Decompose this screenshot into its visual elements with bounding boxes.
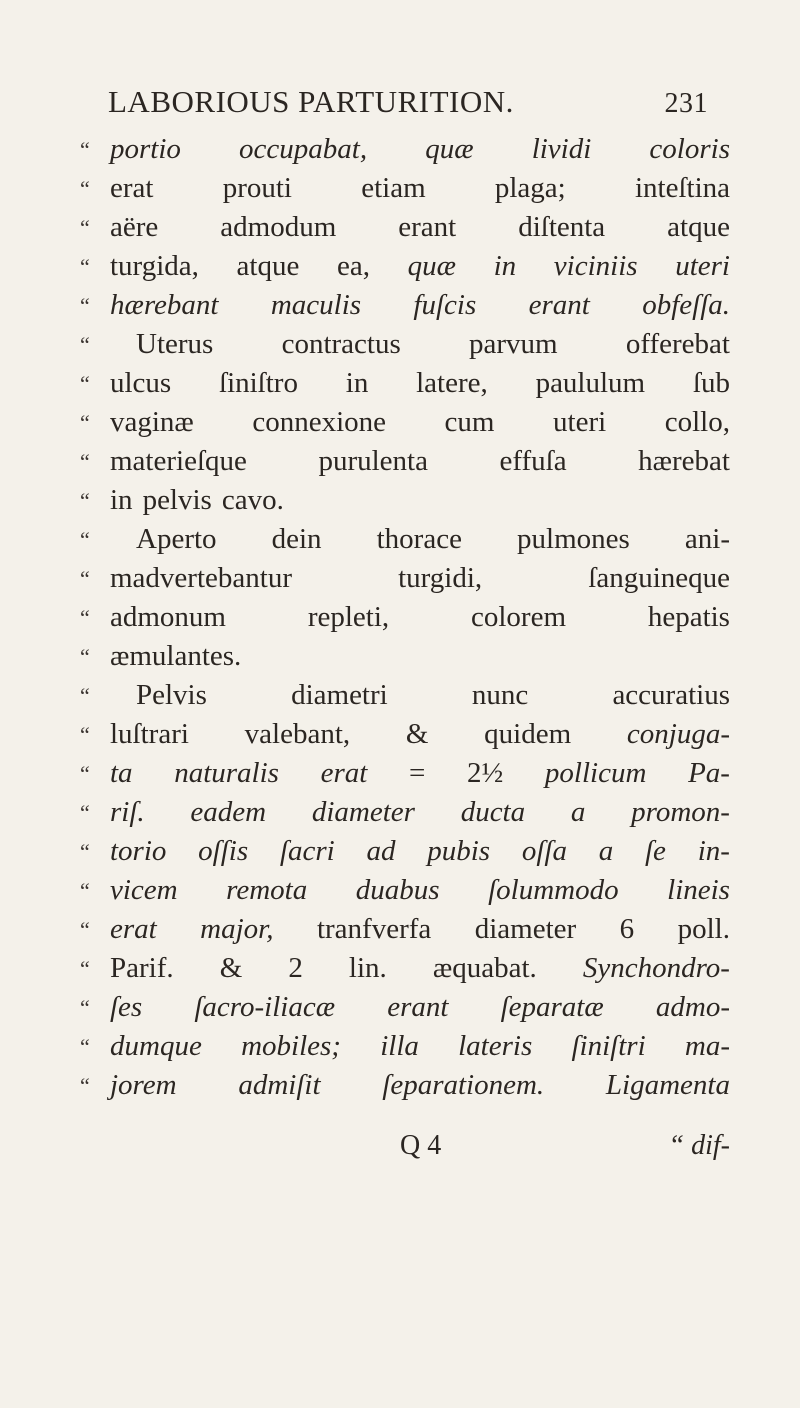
quote-mark: “: [80, 137, 90, 162]
text-line: [80, 1066, 730, 1105]
line-text: riſ. eadem diameter ducta a promon-: [110, 796, 730, 828]
text-line: [80, 559, 730, 598]
page-number: 231: [664, 88, 708, 119]
text-line: [80, 325, 730, 364]
quote-mark: “: [80, 839, 90, 864]
line-text: Pelvis diametri nunc accuratius: [136, 679, 730, 711]
line-text: ulcus ſiniſtro in latere, paululum ſub: [110, 367, 730, 399]
line-text: dumque mobiles; illa lateris ſiniſtri ma-: [110, 1030, 730, 1062]
line-text: Uterus contractus parvum offerebat: [136, 328, 730, 360]
quote-mark: “: [80, 527, 90, 552]
text-line: [80, 832, 730, 871]
line-text: torio oſſis ſacri ad pubis oſſa a ſe in-: [110, 835, 730, 867]
text-line: [80, 130, 730, 169]
line-text: hærebant maculis fuſcis erant obfeſſa.: [110, 289, 730, 321]
line-text: in pelvis cavo.: [110, 484, 284, 516]
text-line: [80, 247, 730, 286]
text-line: [80, 871, 730, 910]
running-header: [108, 84, 708, 120]
quote-mark: “: [80, 332, 90, 357]
quote-mark: “: [80, 371, 90, 396]
quote-mark: “: [80, 644, 90, 669]
line-text: luſtrari valebant, & quidem conjuga-: [110, 718, 730, 750]
quote-mark: “: [80, 683, 90, 708]
quote-mark: “: [80, 1073, 90, 1098]
text-line: [80, 949, 730, 988]
quote-mark: “: [80, 488, 90, 513]
text-line: [80, 988, 730, 1027]
quote-mark: “: [80, 878, 90, 903]
quote-mark: “: [80, 176, 90, 201]
text-line: [80, 364, 730, 403]
quote-mark: “: [80, 761, 90, 786]
text-line: [80, 403, 730, 442]
quote-mark: “: [80, 449, 90, 474]
line-text: Aperto dein thorace pulmones ani-: [136, 523, 730, 555]
quote-mark: “: [80, 293, 90, 318]
text-line: [80, 169, 730, 208]
text-line: [80, 715, 730, 754]
quote-mark: “: [80, 254, 90, 279]
text-line: [80, 520, 730, 559]
quote-mark: “: [80, 605, 90, 630]
line-text: erat major, tranfverfa diameter 6 poll.: [110, 913, 730, 945]
catchword: “ dif-: [668, 1130, 730, 1161]
line-text: vaginæ connexione cum uteri collo,: [110, 406, 730, 438]
text-line: [80, 793, 730, 832]
signature-mark: Q 4: [400, 1130, 442, 1161]
line-text: aëre admodum erant diſtenta atque: [110, 211, 730, 243]
quote-mark: “: [80, 995, 90, 1020]
quote-mark: “: [80, 956, 90, 981]
line-text: ta naturalis erat = 2½ pollicum Pa-: [110, 757, 730, 789]
text-line: [80, 208, 730, 247]
text-line: [80, 910, 730, 949]
quote-mark: “: [80, 917, 90, 942]
text-line: [80, 598, 730, 637]
line-text: madvertebantur turgidi, ſanguineque: [110, 562, 730, 594]
line-text: turgida, atque ea, quæ in viciniis uteri: [110, 250, 730, 282]
text-line: [80, 1027, 730, 1066]
quote-mark: “: [80, 566, 90, 591]
quote-mark: “: [80, 722, 90, 747]
line-text: ſes ſacro-iliacæ erant ſeparatæ admo-: [110, 991, 730, 1023]
text-line: [80, 442, 730, 481]
body-text: [80, 130, 730, 1105]
text-line: [80, 754, 730, 793]
text-line: [80, 676, 730, 715]
line-text: portio occupabat, quæ lividi coloris: [110, 133, 730, 165]
quote-mark: “: [80, 215, 90, 240]
page-footer: [400, 1130, 730, 1162]
text-line: [80, 637, 730, 676]
line-text: erat prouti etiam plaga; inteſtina: [110, 172, 730, 204]
quote-mark: “: [80, 800, 90, 825]
line-text: jorem admiſit ſeparationem. Ligamenta: [110, 1069, 730, 1101]
quote-mark: “: [80, 410, 90, 435]
running-title: LABORIOUS PARTURITION.: [108, 84, 514, 119]
text-line: [80, 481, 730, 520]
text-line: [80, 286, 730, 325]
line-text: admonum repleti, colorem hepatis: [110, 601, 730, 633]
line-text: æmulantes.: [110, 640, 242, 672]
quote-mark: “: [80, 1034, 90, 1059]
line-text: materieſque purulenta effuſa hærebat: [110, 445, 730, 477]
line-text: vicem remota duabus ſolummodo lineis: [110, 874, 730, 906]
line-text: Parif. & 2 lin. æquabat. Synchondro-: [110, 952, 730, 984]
